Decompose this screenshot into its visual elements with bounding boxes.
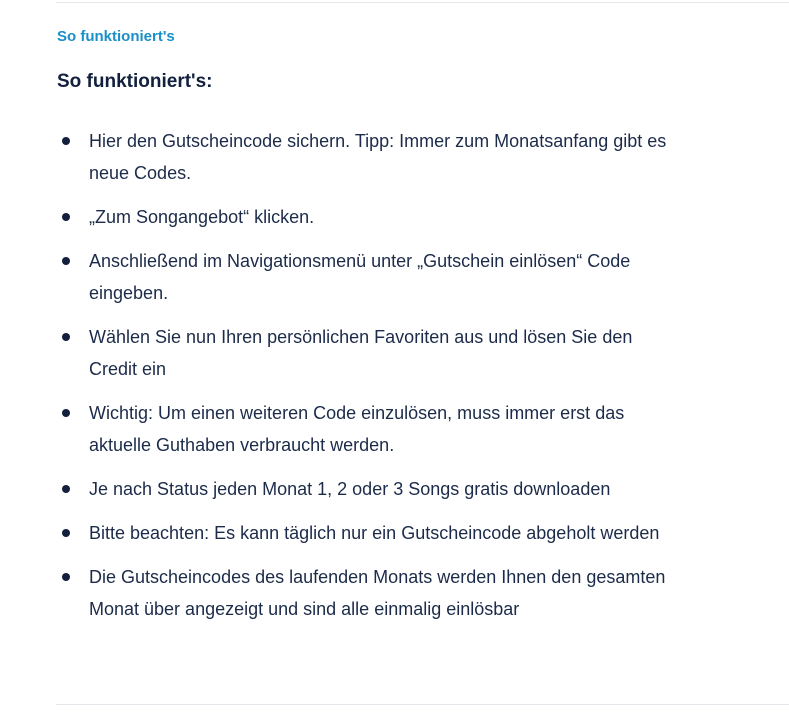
bullet-icon [62,213,70,221]
bullet-icon [62,137,70,145]
step-text: Wichtig: Um einen weiteren Code einzulösen, muss immer erst das aktuelle Guthaben verbraucht werden. [89,403,625,455]
step-text: Die Gutscheincodes des laufenden Monats werden Ihnen den gesamten Monat über angezeigt und sind alle einmalig einlösbar [89,567,666,619]
list-item [57,321,669,385]
list-item [57,201,669,233]
list-item [57,125,669,189]
bullet-icon [62,573,70,581]
bullet-icon [62,485,70,493]
bullet-icon [62,333,70,341]
step-text: Wählen Sie nun Ihren persönlichen Favoriten aus und lösen Sie den Credit ein [89,327,633,379]
bottom-divider [56,704,789,705]
section-heading: So funktioniert's: [57,71,213,92]
list-item [57,561,669,625]
bullet-icon [62,529,70,537]
top-divider [56,2,789,3]
section-eyebrow: So funktioniert's [57,28,175,45]
step-text: Je nach Status jeden Monat 1, 2 oder 3 Songs gratis downloaden [89,479,611,499]
list-item [57,397,669,461]
list-item [57,517,669,549]
bullet-icon [62,257,70,265]
how-it-works-section [57,26,717,637]
list-item [57,473,669,505]
step-text: Anschließend im Navigationsmenü unter „Gutschein einlösen“ Code eingeben. [89,251,631,303]
step-text: Bitte beachten: Es kann täglich nur ein Gutscheincode abgeholt werden [89,523,660,543]
steps-list [57,125,717,625]
list-item [57,245,669,309]
step-text: „Zum Songangebot“ klicken. [89,207,315,227]
step-text: Hier den Gutscheincode sichern. Tipp: Immer zum Monatsanfang gibt es neue Codes. [89,131,667,183]
bullet-icon [62,409,70,417]
